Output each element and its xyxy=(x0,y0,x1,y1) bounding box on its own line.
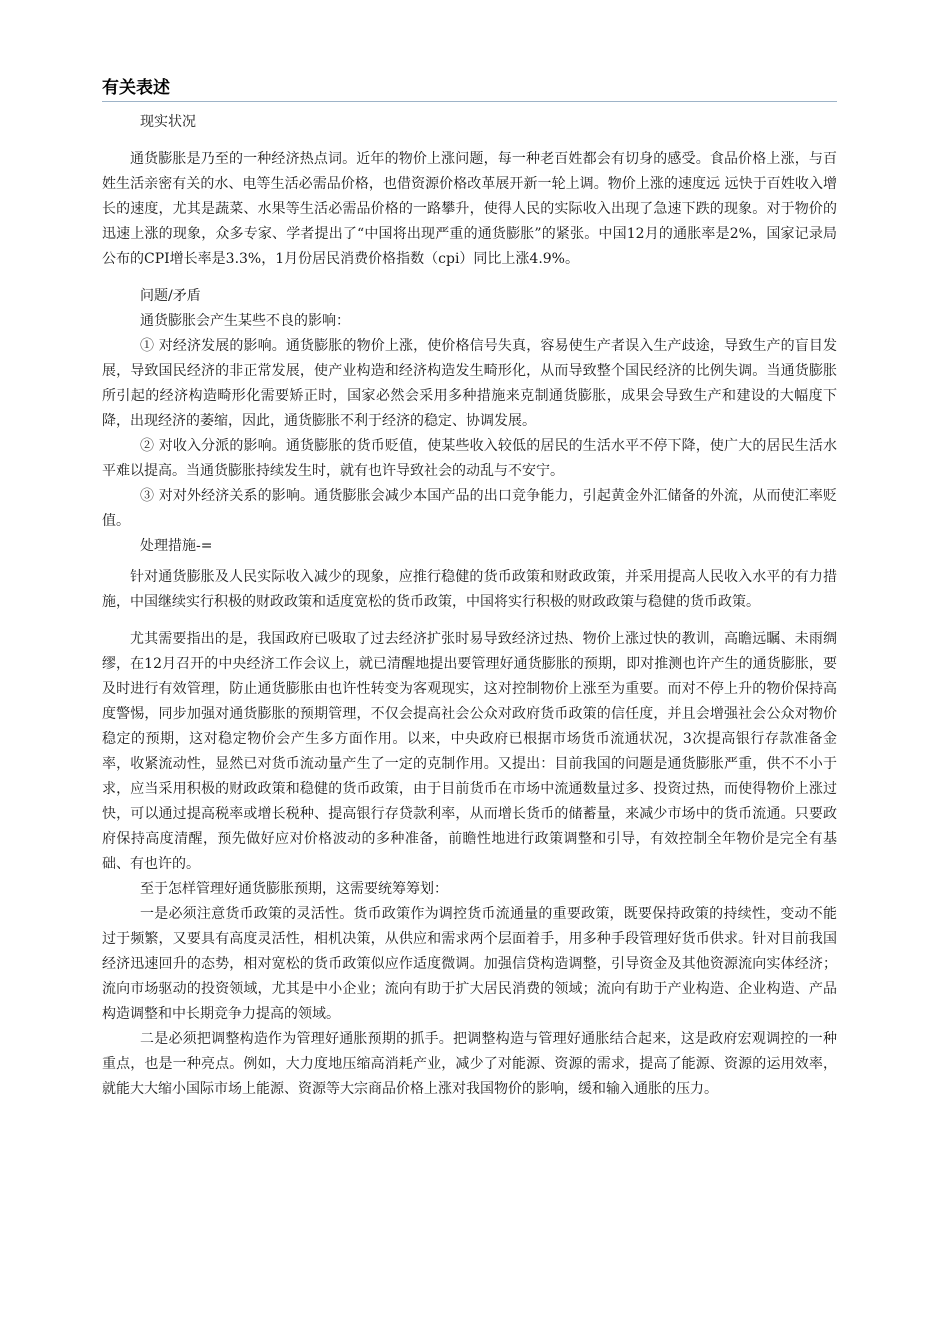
paragraph-measures-1: 针对通货膨胀及人民实际收入减少的现象，应推行稳健的货币政策和财政政策，并采用提高人民收入水平的有力措施，中国继续实行积极的财政政策和适度宽松的货币政策，中国将实行积极的财政政策与稳健的货币政策。 xyxy=(102,569,837,610)
problem-item-3: ③ 对对外经济关系的影响。通货膨胀会减少本国产品的出口竞争能力，引起黄金外汇储备的外流，从而使汇率贬值。 xyxy=(102,488,837,529)
paragraph-measures-4: 一是必须注意货币政策的灵活性。货币政策作为调控货币流通量的重要政策，既要保持政策的持续性，变动不能过于频繁，又要具有高度灵活性，相机决策，从供应和需求两个层面着手，用多种手段管理好货币供求。针对目前我国经济迅速回升的态势，相对宽松的货币政策似应作适度微调。加强信贷构造调整，引导资金及其他资源流向实体经济；流向市场驱动的投资领域，尤其是中小企业；流向有助于扩大居民消费的领域；流向有助于产业构造、企业构造、产品构造调整和中长期竞争力提高的领域。 xyxy=(102,906,837,1022)
subsection-title-measures: 处理措施-= xyxy=(140,538,213,554)
paragraph-measures-2: 尤其需要指出的是，我国政府已吸取了过去经济扩张时易导致经济过热、物价上涨过快的教训，高瞻远瞩、未雨绸缪，在12月召开的中央经济工作会议上，就已清醒地提出要管理好通货膨胀的预期，即对推测也许产生的通货膨胀，要及时进行有效管理，防止通货膨胀由也许性转变为客观现实，这对控制物价上涨至为重要。而对不停上升的物价保持高度警惕，同步加强对通货膨胀的预期管理，不仅会提高社会公众对政府货币政策的信任度，并且会增强社会公众对物价稳定的预期，这对稳定物价会产生多方面作用。以来，中央政府已根据市场货币流通状况，3次提高银行存款准备金率，收紧流动性，显然已对货币流动量产生了一定的克制作用。又提出：目前我国的问题是通货膨胀严重，供不不小于求，应当采用积极的财政政策和稳健的货币政策，由于目前货币在市场中流通数量过多、投资过热，而使得物价上涨过快，可以通过提高税率或增长税种、提高银行存贷款利率，从而增长货币的储蓄量，来减少市场中的货币流通。只要政府保持高度清醒，预先做好应对价格波动的多种准备，前瞻性地进行政策调整和引导，有效控制全年物价是完全有基础、有也许的。 xyxy=(102,631,837,872)
problem-item-2: ② 对收入分派的影响。通货膨胀的货币贬值，使某些收入较低的居民的生活水平不停下降，使广大的居民生活水平难以提高。当通货膨胀持续发生时，就有也许导致社会的动乱与不安宁。 xyxy=(102,438,837,479)
paragraph-measures-3: 至于怎样管理好通货膨胀预期，这需要统筹筹划： xyxy=(140,881,448,897)
document-page xyxy=(102,76,837,1102)
problem-item-1: ① 对经济发展的影响。通货膨胀的物价上涨，使价格信号失真，容易使生产者误入生产歧途，导致生产的盲目发展，导致国民经济的非正常发展，使产业构造和经济构造发生畸形化，从而导致整个国民经济的比例失调。当通货膨胀所引起的经济构造畸形化需要矫正时，国家必然会采用多种措施来克制通货膨胀，成果会导致生产和建设的大幅度下降，出现经济的萎缩，因此，通货膨胀不利于经济的稳定、协调发展。 xyxy=(102,338,837,429)
section-heading: 有关表述 xyxy=(102,76,837,102)
paragraph-current-situation: 通货膨胀是乃至的一种经济热点词。近年的物价上涨问题，每一种老百姓都会有切身的感受。食品价格上涨，与百姓生活亲密有关的水、电等生活必需品价格，也借资源价格改革展开新一轮上调。物价上涨的速度远 远快于百姓收入增长的速度，尤其是蔬菜、水果等生活必需品价格的一路攀升，使得人民的实际收入出现了急速下跌的现象。对于物价的迅速上涨的现象，众多专家、学者提出了“中国将出现严重的通货膨胀”的紧张。中国12月的通胀率是2%，国家记录局公布的CPI增长率是3.3%，1月份居民消费价格指数（cpi）同比上涨4.9%。 xyxy=(102,151,837,267)
problems-intro: 通货膨胀会产生某些不良的影响： xyxy=(140,313,350,329)
paragraph-measures-5: 二是必须把调整构造作为管理好通胀预期的抓手。把调整构造与管理好通胀结合起来，这是政府宏观调控的一种重点，也是一种亮点。例如，大力度地压缩高消耗产业，减少了对能源、资源的需求，提高了能源、资源的运用效率，就能大大缩小国际市场上能源、资源等大宗商品价格上涨对我国物价的影响，缓和输入通胀的压力。 xyxy=(102,1031,837,1097)
subsection-title-problems: 问题/矛盾 xyxy=(140,288,201,304)
subsection-title-current-situation: 现实状况 xyxy=(140,114,196,130)
